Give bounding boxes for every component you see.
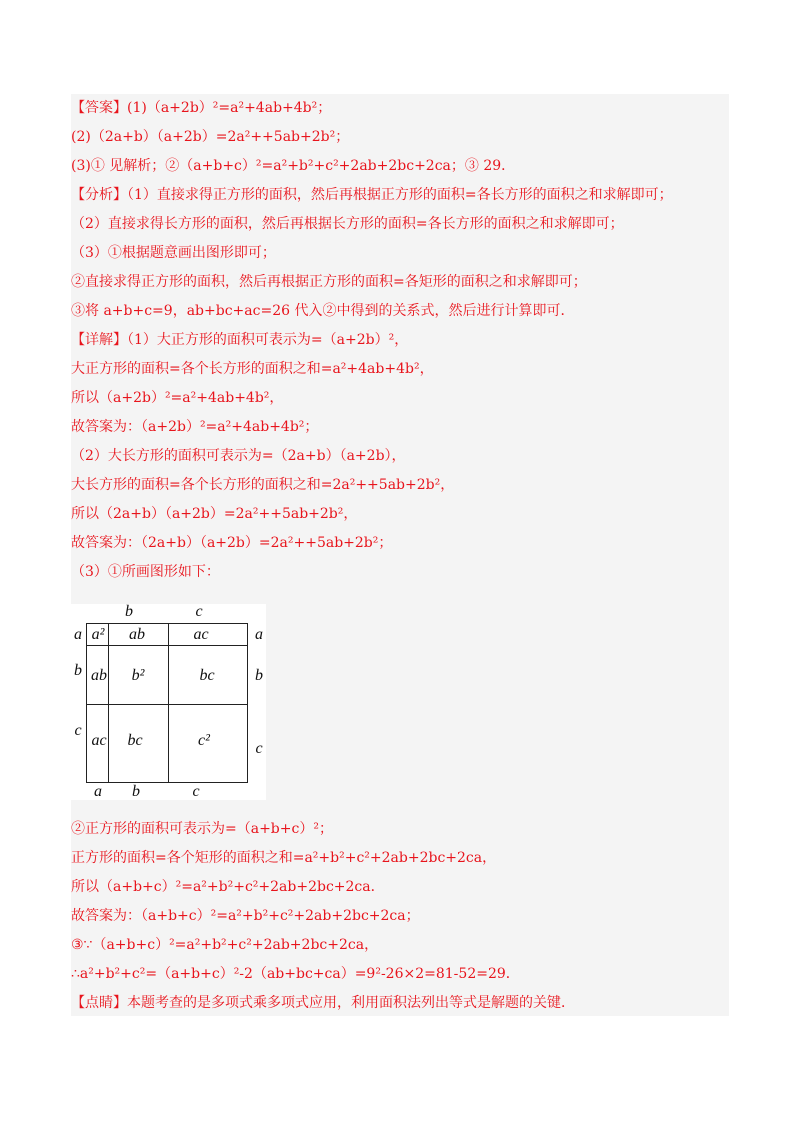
area-diagram — [71, 604, 266, 800]
cell-b-squared: b² — [131, 667, 145, 684]
analysis-line-3: （3）①根据题意画出图形即可； — [71, 245, 276, 261]
right-label-b: b — [255, 667, 263, 684]
comment-text-1: 本题考查的是多项式乘多项式应用，利用面积法列出等式是解题的关键． — [127, 995, 575, 1011]
answer-tag: 【答案】 — [71, 100, 127, 116]
answer-text-1: (1)（a+2b）²=a²+4ab+4b²； — [127, 100, 332, 116]
right-label-a: a — [255, 626, 263, 643]
detail-line-14: ③∵（a+b+c）²=a²+b²+c²+2ab+2bc+2ca， — [71, 937, 379, 953]
top-label-c: c — [195, 603, 203, 620]
detail-line-11: 正方形的面积=各个矩形的面积之和=a²+b²+c²+2ab+2bc+2ca， — [71, 850, 497, 866]
analysis-line-1 — [71, 185, 673, 205]
cell-ab-left: ab — [91, 667, 107, 684]
cell-a-squared: a² — [91, 626, 105, 643]
detail-line-12: 所以（a+b+c）²=a²+b²+c²+2ab+2bc+2ca． — [71, 879, 385, 895]
detail-tag: 【详解】 — [71, 332, 127, 348]
detail-text-1: （1）大正方形的面积可表示为=（a+2b）²， — [127, 332, 409, 348]
analysis-line-2: （2）直接求得长方形的面积，然后再根据长方形的面积=各长方形的面积之和求解即可； — [71, 216, 624, 232]
analysis-text-1: （1）直接求得正方形的面积，然后再根据正方形的面积=各长方形的面积之和求解即可； — [127, 187, 673, 203]
cell-c-squared: c² — [198, 732, 210, 749]
detail-line-1 — [71, 330, 408, 350]
comment-tag: 【点睛】 — [71, 995, 127, 1011]
detail-line-9: （3）①所画图形如下： — [71, 564, 220, 580]
cell-bc-right: bc — [199, 667, 215, 684]
analysis-line-4: ②直接求得正方形的面积，然后再根据正方形的面积=各矩形的面积之和求解即可； — [71, 274, 587, 290]
left-label-b: b — [74, 662, 82, 679]
row-divider-b — [86, 623, 248, 705]
solution-panel — [71, 94, 729, 1016]
analysis-line-5: ③将 a+b+c=9，ab+bc+ac=26 代入②中得到的关系式，然后进行计算即可． — [71, 303, 575, 319]
detail-line-8: 故答案为：（2a+b）（a+2b）=2a²++5ab+2b²； — [71, 535, 393, 551]
cell-ac-left: ac — [91, 732, 107, 749]
top-label-b: b — [125, 603, 133, 620]
right-label-c: c — [255, 740, 263, 757]
analysis-tag: 【分析】 — [71, 187, 127, 203]
detail-line-3: 所以（a+2b）²=a²+4ab+4b²， — [71, 390, 284, 406]
detail-line-7: 所以（2a+b）（a+2b）=2a²++5ab+2b²， — [71, 506, 358, 522]
answer-line-3: (3)① 见解析；②（a+b+c）²=a²+b²+c²+2ab+2bc+2ca；③ 29． — [71, 158, 516, 174]
detail-line-2: 大正方形的面积=各个长方形的面积之和=a²+4ab+4b²， — [71, 361, 434, 377]
cell-ab-top: ab — [129, 626, 145, 643]
bottom-label-c: c — [192, 783, 200, 800]
left-label-c: c — [74, 722, 82, 739]
detail-line-13: 故答案为：（a+b+c）²=a²+b²+c²+2ab+2bc+2ca； — [71, 908, 420, 924]
cell-ac-top: ac — [193, 626, 209, 643]
detail-line-6: 大长方形的面积=各个长方形的面积之和=2a²++5ab+2b²， — [71, 477, 455, 493]
detail-line-15: ∴a²+b²+c²=（a+b+c）²-2（ab+bc+ca）=9²-26×2=81-52=29． — [71, 966, 520, 982]
detail-line-10: ②正方形的面积可表示为=（a+b+c）²； — [71, 821, 333, 837]
answer-line-2: (2)（2a+b）（a+2b）=2a²++5ab+2b²； — [71, 129, 350, 145]
bottom-label-b: b — [132, 783, 140, 800]
detail-line-4: 故答案为：（a+2b）²=a²+4ab+4b²； — [71, 419, 319, 435]
cell-bc-bottom: bc — [127, 732, 143, 749]
left-label-a: a — [74, 626, 82, 643]
comment-line-1 — [71, 993, 575, 1013]
detail-line-5: （2）大长方形的面积可表示为=（2a+b）（a+2b）， — [71, 448, 406, 464]
answer-line-1 — [71, 98, 331, 118]
bottom-label-a: a — [94, 783, 102, 800]
